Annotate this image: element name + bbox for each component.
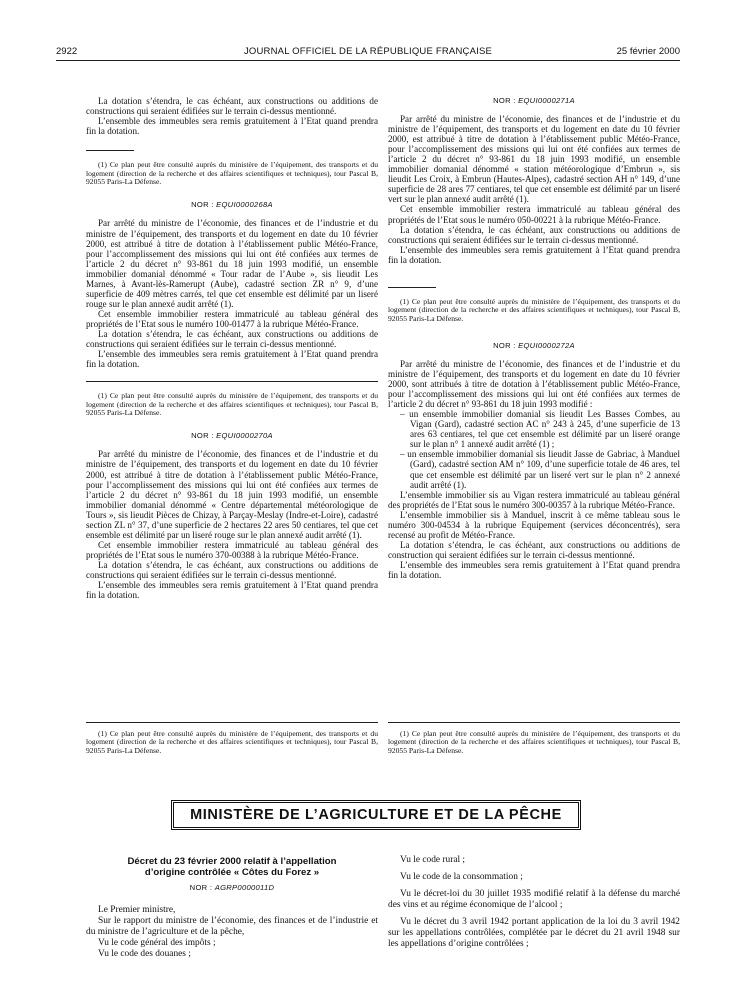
footnote-rule bbox=[86, 722, 378, 723]
header-rule bbox=[56, 60, 680, 61]
footnote: (1) Ce plan peut être consulté auprès du ministère de l’équipement, des transports et du logement (direction de la recherche et des affaires scientifiques et techniques), tour Pascal B, 92055 Paris-La Défense. bbox=[86, 729, 378, 755]
nor-code: EQUI0000271A bbox=[518, 96, 575, 105]
right-column bbox=[388, 96, 680, 580]
paragraph: L’ensemble immobilier sis au Vigan restera immatriculé au tableau général des propriétés de l’Etat sous le numéro 300-00357 à la rubrique Météo-France. bbox=[388, 489, 680, 510]
nor-reference: NOR : AGRP0000011D bbox=[189, 883, 275, 892]
paragraph: L’ensemble des immeubles sera remis gratuitement à l’Etat quand prendra fin la dotation. bbox=[86, 580, 378, 601]
paragraph: Par arrêté du ministre de l’économie, des finances et de l’industrie et du ministre de l’équipement, des transports et du logement en date du 10 février 2000, est attribué à titre de dotation à l’établissement public Météo-France, pour l’accomplissement des missions qui lui ont été confiées aux termes de l’article 2 du décret n° 93-861 du 18 juin 1993 modifié, un ensemble immobilier domanial dénommé « station météorologique d’Embrun », sis lieudit Les Croix, à Embrun (Hautes-Alpes), cadastré section AH n° 149, d’une superficie de 28 ares 77 centiares, tel que cet ensemble est délimité par un liseré vert sur le plan annexé audit arrêté (1). bbox=[388, 114, 680, 205]
footnote-rule bbox=[86, 150, 134, 151]
decree-title: Décret du 23 février 2000 relatif à l’appellation d’origine contrôlée « Côtes du Forez » bbox=[127, 856, 337, 878]
paragraph: L’ensemble des immeubles sera remis gratuitement à l’Etat quand prendra fin la dotation. bbox=[388, 244, 680, 265]
nor-code: AGRP0000011D bbox=[214, 883, 275, 892]
nor-reference: NOR : EQUI0000271A bbox=[493, 96, 575, 105]
nor-reference: NOR : EQUI0000272A bbox=[493, 340, 575, 350]
paragraph: Cet ensemble immobilier restera immatriculé au tableau général des propriétés de l’Etat sous le numéro 100-01477 à la rubrique Météo-France. bbox=[86, 308, 378, 329]
left-column bbox=[86, 96, 378, 600]
footnote: (1) Ce plan peut être consulté auprès du ministère de l’équipement, des transports et du logement (direction de la recherche et des affaires scientifiques et techniques), tour Pascal B, 92055 Paris-La Défense. bbox=[86, 391, 378, 417]
ministry-heading: MINISTÈRE DE L’AGRICULTURE ET DE LA PÊCHE bbox=[171, 800, 581, 830]
decree-right-column bbox=[388, 855, 680, 956]
paragraph: Le Premier ministre, bbox=[98, 905, 176, 915]
paragraph: Vu le code des douanes ; bbox=[98, 949, 191, 959]
footnote: (1) Ce plan peut être consulté auprès du ministère de l’équipement, des transports et du logement (direction de la recherche et des affaires scientifiques et techniques), tour Pascal B, 92055 Paris-La Défense. bbox=[86, 160, 378, 186]
paragraph: La dotation s’étendra, le cas échéant, aux constructions ou additions de construction qui seraient édifiées sur le terrain ci-dessus mentionné. bbox=[388, 539, 680, 560]
paragraph: Sur le rapport du ministre de l’économie, des finances et de l’industrie et du ministre de l’agriculture et de la pêche, bbox=[86, 916, 378, 937]
paragraph: L’ensemble immobilier sis à Manduel, inscrit à ce même tableau sous le numéro 300-04534 à la rubrique Equipement (services déconcentrés), sera recensé au profit de Météo-France. bbox=[388, 509, 680, 540]
footnote-rule bbox=[86, 381, 378, 382]
nor-code: EQUI0000272A bbox=[518, 340, 575, 350]
paragraph: Vu le décret du 3 avril 1942 portant application de la loi du 3 avril 1942 sur les appellations contrôlées, complétée par le décret du 21 avril 1948 sur les appellations d’origine contrôlées ; bbox=[388, 917, 680, 949]
paragraph: L’ensemble des immeubles sera remis gratuitement à l’Etat quand prendra fin la dotation. bbox=[86, 116, 378, 137]
paragraph: Vu le code rural ; bbox=[400, 855, 466, 865]
nor-reference: NOR : EQUI0000270A bbox=[191, 431, 273, 441]
decree-left-column bbox=[86, 856, 378, 960]
paragraph: Par arrêté du ministre de l’économie, des finances et de l’industrie et du ministre de l’équipement, des transports et du logement en date du 10 février 2000, est attribué à titre de dotation à l’établissement public Météo-France, pour l’accomplissement des missions qui lui ont été confiées aux termes de l’article 2 du décret n° 93-861 du 18 juin 1993 modifié, un ensemble immobilier domanial dénommé « Tour radar de l’Aube », sis lieudit Les Marnes, à Avant-lès-Ramerupt (Aube), cadastré section ZR n° 9, d’une superficie de 409 mètres carrés, tel que cet ensemble est délimité par un liseré rouge sur le plan annexé audit arrêté (1). bbox=[86, 218, 378, 309]
list-item: – un ensemble immobilier domanial sis lieudit Jasse de Gabriac, à Manduel (Gard), cadastré section AM n° 109, d’une superficie totale de 46 ares, tel que cet ensemble est délimité par un liseré vert sur le plan n° 2 annexé audit arrêté (1). bbox=[400, 449, 680, 490]
paragraph: La dotation s’étendra, le cas échéant, aux constructions ou additions de constructions qui seraient édifiées sur le terrain ci-dessus mentionné. bbox=[86, 328, 378, 350]
paragraph: La dotation s’étendra, le cas échéant, aux constructions ou additions de constructions qui seraient édifiées sur le terrain ci-dessus mentionné. bbox=[86, 559, 378, 580]
page-number: 2922 bbox=[56, 46, 78, 57]
nor-reference: NOR : EQUI0000268A bbox=[191, 200, 273, 210]
paragraph: La dotation s’étendra, le cas échéant, aux constructions ou additions de constructions qui seraient édifiées sur le terrain ci-dessus mentionné. bbox=[86, 96, 378, 117]
journal-title: JOURNAL OFFICIEL DE LA RÉPUBLIQUE FRANÇAISE bbox=[243, 46, 493, 57]
paragraph: Vu le décret-loi du 30 juillet 1935 modifié relatif à la défense du marché des vins et au régime économique de l’alcool ; bbox=[388, 889, 680, 910]
paragraph: L’ensemble des immeubles sera remis gratuitement à l’Etat quand prendra fin la dotation. bbox=[86, 349, 378, 370]
page-header bbox=[56, 43, 680, 59]
footnote-rule bbox=[388, 722, 680, 723]
paragraph: La dotation s’étendra, le cas échéant, aux constructions ou additions de constructions qui seraient édifiées sur le terrain ci-dessus mentionné. bbox=[388, 224, 680, 245]
nor-code: EQUI0000268A bbox=[216, 200, 273, 210]
footnote: (1) Ce plan peut être consulté auprès du ministère de l’équipement, des transports et du logement (direction de la recherche et des affaires scientifiques et techniques), tour Pascal B, 92055 Paris-La Défense. bbox=[388, 729, 680, 755]
footnote-rule bbox=[388, 287, 436, 288]
paragraph: Vu le code de la consommation ; bbox=[400, 872, 523, 882]
nor-code: EQUI0000270A bbox=[216, 431, 273, 441]
paragraph: L’ensemble des immeubles sera remis gratuitement à l’Etat quand prendra fin la dotation. bbox=[388, 559, 680, 580]
footnote: (1) Ce plan peut être consulté auprès du ministère de l’équipement, des transports et du logement (direction de la recherche et des affaires scientifiques et techniques), tour Pascal B, 92055 Paris-La Défense. bbox=[388, 296, 680, 323]
list-item: – un ensemble immobilier domanial sis lieudit Les Basses Combes, au Vigan (Gard), cadastré section AC n° 243 à 245, d’une superficie de 13 ares 63 centiares, tel que cet ensemble est délimité par un liseré orange sur le plan n° 1 annexé audit arrêté (1) ; bbox=[400, 409, 680, 450]
paragraph: Par arrêté du ministre de l’économie, des finances et de l’industrie et du ministre de l’équipement, des transports et du logement en date du 10 février 2000, sont attribués à titre de dotation à l’établissement public Météo-France, pour l’accomplissement des missions qui lui ont été confiées aux termes de l’article 2 du décret n° 93-861 du 18 juin 1993 modifié : bbox=[388, 359, 680, 410]
paragraph: Par arrêté du ministre de l’économie, des finances et de l’industrie et du ministre de l’équipement, des transports et du logement en date du 10 février 2000, est attribué à titre de dotation à l’établissement public Météo-France, pour l’accomplissement des missions qui lui ont été confiées aux termes de l’article 2 du décret n° 93-861 du 18 juin 1993 modifié, un ensemble immobilier domanial dénommé « Centre départemental météorologique de Tours », sis lieudit Pièces de Chizay, à Parçay-Meslay (Indre-et-Loire), cadastré section ZL n° 37, d’une superficie de 2 hectares 22 ares 50 centiares, tel que cet ensemble est délimité par un liseré rouge sur le plan annexé audit arrêté (1). bbox=[86, 449, 378, 540]
paragraph: Vu le code général des impôts ; bbox=[98, 938, 216, 948]
issue-date: 25 février 2000 bbox=[616, 46, 680, 57]
paragraph: Cet ensemble immobilier restera immatriculé au tableau général des propriétés de l’Etat sous le numéro 050-00221 à la rubrique Météo-France. bbox=[388, 204, 680, 225]
paragraph: Cet ensemble immobilier restera immatriculé au tableau général des propriétés de l’Etat sous le numéro 370-00388 à la rubrique Météo-France. bbox=[86, 539, 378, 560]
